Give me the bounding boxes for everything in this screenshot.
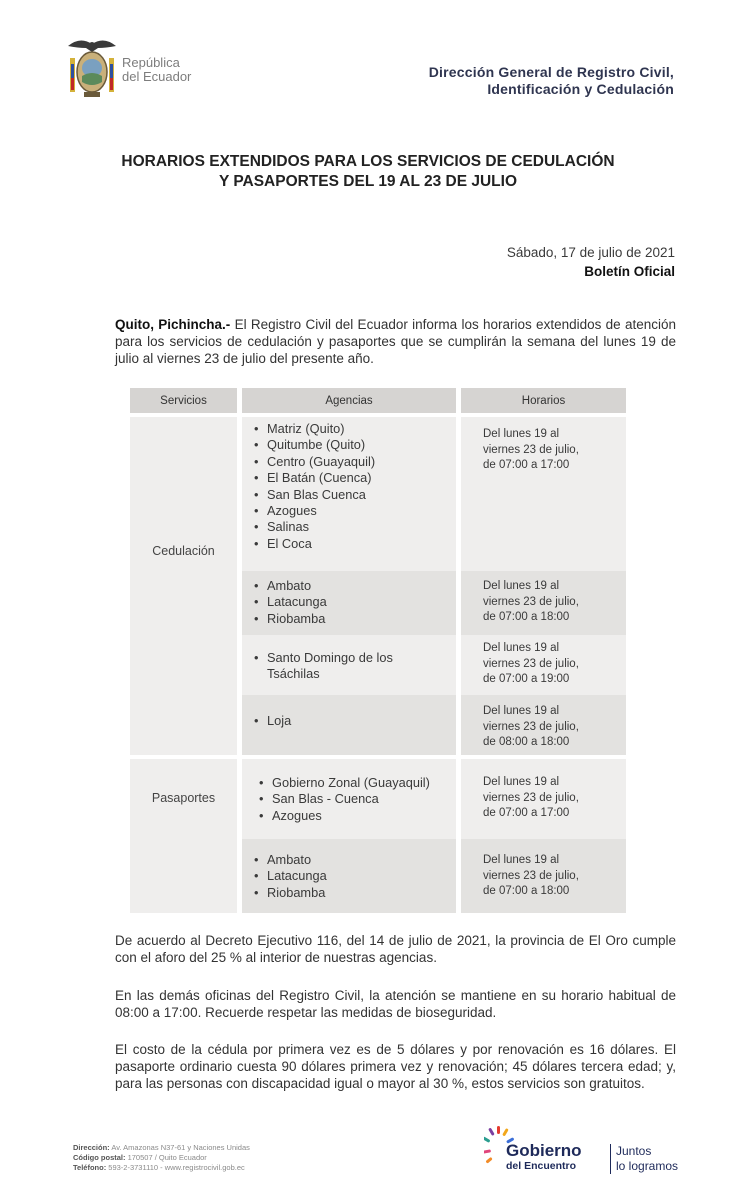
hours-line: viernes 23 de julio, [483, 657, 579, 670]
list-item: • Azogues [254, 503, 375, 519]
list-item: • San Blas - Cuenca [259, 791, 430, 807]
hours-cell [461, 635, 626, 695]
hours-line: de 08:00 a 18:00 [483, 736, 570, 748]
list-item: • Loja [254, 713, 291, 729]
list-item: • Ambato [254, 852, 327, 868]
hours-line: viernes 23 de julio, [483, 443, 579, 456]
address-label: Dirección: [73, 1143, 110, 1152]
list-item: • Azogues [259, 808, 430, 824]
header-horarios: Horarios [461, 388, 626, 413]
list-item: • Centro (Guayaquil) [254, 454, 375, 470]
list-item: • Quitumbe (Quito) [254, 437, 375, 453]
hours-text [483, 775, 579, 822]
agencies-cell [242, 417, 456, 571]
hours-text [483, 853, 579, 900]
service-pasaportes [130, 759, 237, 913]
agencies-cell [242, 635, 456, 695]
hours-line: Del lunes 19 al [483, 428, 560, 440]
hours-line: de 07:00 a 18:00 [483, 885, 570, 897]
list-item: • El Batán (Cuenca) [254, 470, 375, 486]
list-item: • Santo Domingo de los [254, 650, 393, 666]
schedule-table [130, 388, 626, 913]
hours-line: de 07:00 a 18:00 [483, 611, 570, 623]
agency-list [259, 775, 430, 824]
logo-line-2: del Ecuador [122, 69, 192, 84]
divider [610, 1144, 611, 1174]
hours-text [483, 704, 579, 751]
service-label: Pasaportes [151, 791, 216, 805]
gobierno-subword: del Encuentro [506, 1160, 577, 1172]
list-item [254, 666, 393, 682]
agencies-cell [242, 571, 456, 635]
hours-line: de 07:00 a 17:00 [483, 807, 570, 819]
coat-of-arms-icon [64, 34, 120, 100]
hours-line: Del lunes 19 al [483, 705, 560, 717]
title-line-2: Y PASAPORTES DEL 19 AL 23 DE JULIO [218, 173, 518, 190]
intro-lead: Quito, Pichincha.- [115, 317, 231, 332]
gobierno-slogan [616, 1144, 678, 1174]
hours-line: Del lunes 19 al [483, 854, 560, 866]
republica-label [122, 56, 191, 84]
hours-line: Del lunes 19 al [483, 642, 560, 654]
postal-code: 170507 / Quito Ecuador [125, 1153, 207, 1162]
hours-line: viernes 23 de julio, [483, 791, 579, 804]
gobierno-word: Gobierno [506, 1141, 582, 1160]
footer-contact [73, 1143, 250, 1173]
dept-line-1: Dirección General de Registro Civil, [428, 64, 674, 80]
hours-text [483, 579, 579, 626]
hours-cell [461, 571, 626, 635]
address: Av. Amazonas N37-61 y Naciones Unidas [109, 1143, 250, 1152]
agency-list [254, 578, 327, 627]
date-block [507, 243, 675, 281]
list-item-continuation: Tsáchilas [267, 666, 320, 682]
title-line-1: HORARIOS EXTENDIDOS PARA LOS SERVICIOS DE CEDULACIÓN [121, 153, 615, 170]
hours-cell [461, 759, 626, 839]
hours-line: viernes 23 de julio, [483, 869, 579, 882]
intro-paragraph [115, 316, 676, 367]
hours-line: de 07:00 a 17:00 [483, 459, 570, 471]
list-item: • San Blas Cuenca [254, 487, 375, 503]
gobierno-logo [484, 1124, 704, 1180]
agency-list [254, 852, 327, 901]
slogan-line-2: lo logramos [616, 1159, 679, 1173]
list-item: • Matriz (Quito) [254, 421, 375, 437]
list-item: • Latacunga [254, 868, 327, 884]
service-cedulacion [130, 417, 237, 755]
list-item: • Gobierno Zonal (Guayaquil) [259, 775, 430, 791]
header-servicios: Servicios [130, 388, 237, 413]
list-item: • Riobamba [254, 611, 327, 627]
hours-line: viernes 23 de julio, [483, 720, 579, 733]
hours-cell [461, 695, 626, 755]
slogan-line-1: Juntos [616, 1144, 652, 1158]
hours-line: Del lunes 19 al [483, 776, 560, 788]
hours-cell [461, 417, 626, 571]
republica-ecuador-logo [64, 34, 204, 104]
postal-label: Código postal: [73, 1153, 126, 1162]
hours-cell [461, 839, 626, 913]
service-label: Cedulación [152, 544, 215, 558]
phone-label: Teléfono: [73, 1163, 107, 1172]
hours-line: Del lunes 19 al [483, 580, 560, 592]
list-item: • Salinas [254, 519, 375, 535]
list-item: • Riobamba [254, 885, 327, 901]
agency-list [254, 713, 291, 729]
logo-line-1: República [122, 55, 180, 70]
agencies-cell [242, 759, 456, 839]
hours-text [483, 641, 579, 688]
paragraph-decree: De acuerdo al Decreto Ejecutivo 116, del 14 de julio de 2021, la provincia de El Oro cumple con el aforo del 25 % al interior de nuestras agencias. [115, 933, 676, 965]
intro-body: El Registro Civil del Ecuador informa los horarios extendidos de atención para los servicios de cedulación y pasaportes que se cumplirán la semana del lunes 19 de julio al viernes 23 de julio del presente año. [115, 317, 676, 366]
paragraph-costs: El costo de la cédula por primera vez es de 5 dólares y por renovación es 16 dólares. El pasaporte ordinario cuesta 90 dólares primera vez y renovación; 45 dólares tercera edad; y, para las personas con discapacidad igual o mayor al 30 %, estos servicios son gratuitos. [115, 1042, 676, 1091]
agencies-cell [242, 695, 456, 755]
bulletin-label: Boletín Oficial [584, 264, 675, 279]
list-item: • Latacunga [254, 594, 327, 610]
list-item: • El Coca [254, 536, 375, 552]
department-name [429, 64, 674, 98]
hours-line: viernes 23 de julio, [483, 595, 579, 608]
agencies-cell [242, 839, 456, 913]
document-title [60, 152, 676, 192]
hours-text [483, 427, 579, 474]
dept-line-2: Identificación y Cedulación [487, 81, 674, 97]
paragraph-schedule: En las demás oficinas del Registro Civil, la atención se mantiene en su horario habitual de 08:00 a 17:00. Recuerde respetar las medidas de bioseguridad. [115, 988, 676, 1020]
header-agencias: Agencias [242, 388, 456, 413]
agency-list [254, 650, 393, 683]
phone: 593-2-3731110 - www.registrocivil.gob.ec [106, 1163, 245, 1172]
hours-line: de 07:00 a 19:00 [483, 673, 570, 685]
date: Sábado, 17 de julio de 2021 [506, 245, 675, 260]
agency-list [254, 421, 375, 552]
list-item: • Ambato [254, 578, 327, 594]
